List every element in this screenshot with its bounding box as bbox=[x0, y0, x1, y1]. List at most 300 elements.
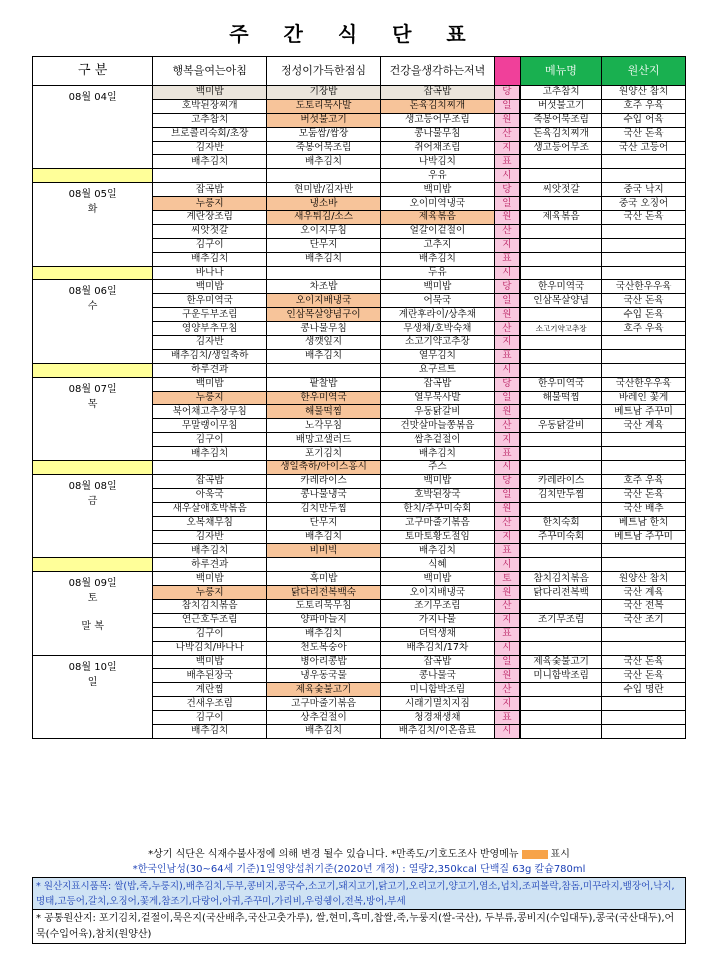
origin-marker-char: 원 bbox=[494, 586, 520, 600]
breakfast-item: 배추김치 bbox=[153, 155, 267, 169]
origin-menu-name bbox=[520, 252, 602, 266]
breakfast-item: 바나나 bbox=[153, 266, 267, 280]
lunch-item: 비비빅 bbox=[267, 544, 381, 558]
origin-marker-char: 지 bbox=[494, 141, 520, 155]
lunch-item: 양파마늘지 bbox=[267, 613, 381, 627]
menu-row bbox=[33, 266, 686, 280]
origin-value: 국산 조기 bbox=[602, 613, 686, 627]
origin-menu-name bbox=[520, 558, 602, 572]
highlight-swatch bbox=[522, 850, 548, 859]
origin-menu-name bbox=[520, 461, 602, 475]
origin-menu-name: 인삼목살양념 bbox=[520, 294, 602, 308]
breakfast-item: 배추김치 bbox=[153, 544, 267, 558]
day-date: 08월 08일 bbox=[68, 480, 117, 492]
origin-marker-char: 시 bbox=[494, 363, 520, 377]
breakfast-item: 배추김치 bbox=[153, 724, 267, 738]
origin-menu-name: 해물떡찜 bbox=[520, 391, 602, 405]
origin-marker-char: 일 bbox=[494, 655, 520, 669]
breakfast-item: 김구이 bbox=[153, 238, 267, 252]
origin-marker-char: 일 bbox=[494, 197, 520, 211]
breakfast-item: 배추김치 bbox=[153, 252, 267, 266]
dinner-item: 잡곡밥 bbox=[380, 86, 494, 100]
lunch-item: 한우미역국 bbox=[267, 391, 381, 405]
breakfast-item: 아욱국 bbox=[153, 488, 267, 502]
origin-value: 베트남 주꾸미 bbox=[602, 530, 686, 544]
note-origin-items: * 원산지표시품목: 쌀(밥,죽,누룽지),배추김치,두부,콩비지,콩국수,소고기,돼지고기,닭고기,오리고기,양고기,염소,넙치,조피볼락,참돔,미꾸라지,뱀장어,낙지,명태,고등어,갈치,오징어,꽃게,참조기,다랑어,아귀,주꾸미,가리비,우렁쉥이,전복,방어,부세 bbox=[32, 877, 686, 910]
origin-marker-char: 지 bbox=[494, 238, 520, 252]
menu-row bbox=[33, 183, 686, 197]
origin-value bbox=[602, 697, 686, 711]
dinner-item: 열무묵사발 bbox=[380, 391, 494, 405]
origin-marker-char: 원 bbox=[494, 669, 520, 683]
origin-marker-char: 지 bbox=[494, 433, 520, 447]
origin-marker-char: 표 bbox=[494, 252, 520, 266]
origin-value bbox=[602, 558, 686, 572]
lunch-item: 배추김치 bbox=[267, 349, 381, 363]
lunch-item: 배추김치 bbox=[267, 530, 381, 544]
lunch-item: 냉우동국물 bbox=[267, 669, 381, 683]
breakfast-item: 잡곡밥 bbox=[153, 474, 267, 488]
origin-value: 국산한우우육 bbox=[602, 280, 686, 294]
origin-value bbox=[602, 252, 686, 266]
origin-menu-name bbox=[520, 697, 602, 711]
breakfast-item: 호박된장찌개 bbox=[153, 99, 267, 113]
dinner-item: 쥐어채조림 bbox=[380, 141, 494, 155]
origin-value: 국산 계육 bbox=[602, 586, 686, 600]
breakfast-item: 배추된장국 bbox=[153, 669, 267, 683]
lunch-item bbox=[267, 169, 381, 183]
origin-menu-name: 돈육김치찌개 bbox=[520, 127, 602, 141]
origin-menu-name: 제육볶음 bbox=[520, 211, 602, 225]
dinner-item: 어묵국 bbox=[380, 294, 494, 308]
origin-menu-name bbox=[520, 683, 602, 697]
origin-value bbox=[602, 336, 686, 350]
lunch-item: 김치만두찜 bbox=[267, 502, 381, 516]
origin-menu-name: 한우미역국 bbox=[520, 280, 602, 294]
breakfast-item: 참치김치볶음 bbox=[153, 599, 267, 613]
origin-value: 국산한우우육 bbox=[602, 377, 686, 391]
breakfast-item: 계란찜 bbox=[153, 683, 267, 697]
menu-row bbox=[33, 377, 686, 391]
origin-marker-char: 당 bbox=[494, 377, 520, 391]
origin-menu-name bbox=[520, 308, 602, 322]
origin-value bbox=[602, 627, 686, 641]
breakfast-item: 연근호두조림 bbox=[153, 613, 267, 627]
lunch-item: 기장밥 bbox=[267, 86, 381, 100]
page-title: 주 간 식 단 표 bbox=[229, 22, 480, 46]
origin-value: 국산 돈육 bbox=[602, 294, 686, 308]
origin-value bbox=[602, 461, 686, 475]
origin-value: 원양산 참치 bbox=[602, 86, 686, 100]
dinner-item: 배추김치/17차 bbox=[380, 641, 494, 655]
origin-value bbox=[602, 641, 686, 655]
origin-menu-name: 죽봉어묵조림 bbox=[520, 113, 602, 127]
origin-value: 베트남 주꾸미 bbox=[602, 405, 686, 419]
origin-marker-char: 표 bbox=[494, 544, 520, 558]
origin-value: 국산 고등어 bbox=[602, 141, 686, 155]
breakfast-item: 백미밥 bbox=[153, 572, 267, 586]
breakfast-item: 무말랭이무침 bbox=[153, 419, 267, 433]
origin-marker-char: 원 bbox=[494, 211, 520, 225]
lunch-item: 제육숯불고기 bbox=[267, 683, 381, 697]
dinner-item: 건맛살마늘쫑볶음 bbox=[380, 419, 494, 433]
origin-marker-char: 산 bbox=[494, 224, 520, 238]
origin-marker-char: 표 bbox=[494, 447, 520, 461]
lunch-item: 도토리묵무침 bbox=[267, 599, 381, 613]
breakfast-item: 브로콜리숙회/초장 bbox=[153, 127, 267, 141]
dinner-item: 더덕생채 bbox=[380, 627, 494, 641]
origin-marker-char: 지 bbox=[494, 530, 520, 544]
origin-marker-char: 토 bbox=[494, 572, 520, 586]
origin-value: 호주 우육 bbox=[602, 474, 686, 488]
origin-value bbox=[602, 349, 686, 363]
origin-value bbox=[602, 224, 686, 238]
header-origin: 원산지 bbox=[602, 57, 686, 86]
breakfast-item bbox=[153, 461, 267, 475]
breakfast-item: 하루견과 bbox=[153, 363, 267, 377]
dinner-item: 시래기멸치지짐 bbox=[380, 697, 494, 711]
menu-row bbox=[33, 169, 686, 183]
origin-menu-name: 조기무조림 bbox=[520, 613, 602, 627]
origin-marker-char: 산 bbox=[494, 322, 520, 336]
day-date: 08월 07일 bbox=[68, 383, 117, 395]
lunch-item: 포기김치 bbox=[267, 447, 381, 461]
dinner-item: 잡곡밥 bbox=[380, 655, 494, 669]
dinner-item: 쌈추겉절이 bbox=[380, 433, 494, 447]
breakfast-item: 누룽지 bbox=[153, 391, 267, 405]
origin-value bbox=[602, 238, 686, 252]
origin-value bbox=[602, 266, 686, 280]
lunch-item: 단무지 bbox=[267, 238, 381, 252]
dinner-item: 두유 bbox=[380, 266, 494, 280]
origin-marker-char: 원 bbox=[494, 113, 520, 127]
header-dinner: 건강을생각하는저녁 bbox=[380, 57, 494, 86]
origin-menu-name: 미니함박조림 bbox=[520, 669, 602, 683]
origin-menu-name bbox=[520, 433, 602, 447]
breakfast-item: 고추참치 bbox=[153, 113, 267, 127]
origin-menu-name bbox=[520, 363, 602, 377]
lunch-item: 배추김치 bbox=[267, 627, 381, 641]
dinner-item: 식혜 bbox=[380, 558, 494, 572]
dinner-item: 고추지 bbox=[380, 238, 494, 252]
dinner-item: 콩나물무침 bbox=[380, 127, 494, 141]
weekly-menu-table bbox=[32, 56, 686, 739]
lunch-item: 팥찰밥 bbox=[267, 377, 381, 391]
breakfast-item: 한우미역국 bbox=[153, 294, 267, 308]
breakfast-item: 김구이 bbox=[153, 711, 267, 725]
origin-value: 중국 오징어 bbox=[602, 197, 686, 211]
breakfast-item: 구운두부조림 bbox=[153, 308, 267, 322]
lunch-item: 죽봉어묵조림 bbox=[267, 141, 381, 155]
origin-menu-name: 한우미역국 bbox=[520, 377, 602, 391]
origin-menu-name: 씨앗젓갈 bbox=[520, 183, 602, 197]
dinner-item: 가지나물 bbox=[380, 613, 494, 627]
origin-menu-name bbox=[520, 599, 602, 613]
dinner-item: 토마토황도절임 bbox=[380, 530, 494, 544]
day-snack-marker bbox=[33, 266, 153, 280]
day-date: 08월 09일 bbox=[68, 578, 117, 590]
origin-value: 수입 돈육 bbox=[602, 308, 686, 322]
origin-menu-name: 주꾸미숙회 bbox=[520, 530, 602, 544]
dinner-item: 백미밥 bbox=[380, 280, 494, 294]
dinner-item: 오이지배냉국 bbox=[380, 586, 494, 600]
origin-marker-char: 산 bbox=[494, 599, 520, 613]
origin-value: 국산 배추 bbox=[602, 502, 686, 516]
menu-row bbox=[33, 363, 686, 377]
lunch-item: 모둠쌈/쌈장 bbox=[267, 127, 381, 141]
origin-value: 바레인 꽃게 bbox=[602, 391, 686, 405]
day-weekday: 수 bbox=[87, 301, 98, 313]
origin-value bbox=[602, 433, 686, 447]
lunch-item: 현미밥/김자반 bbox=[267, 183, 381, 197]
breakfast-item: 새우살애호박볶음 bbox=[153, 502, 267, 516]
origin-menu-name bbox=[520, 336, 602, 350]
header-menu-name: 메뉴명 bbox=[520, 57, 602, 86]
origin-menu-name: 참치김치볶음 bbox=[520, 572, 602, 586]
dinner-item: 조기무조림 bbox=[380, 599, 494, 613]
dinner-item: 배추김치 bbox=[380, 447, 494, 461]
origin-marker-char: 시 bbox=[494, 169, 520, 183]
header-breakfast: 행복을여는아침 bbox=[153, 57, 267, 86]
note-change-suffix: 표시 bbox=[550, 849, 570, 860]
dinner-item: 우유 bbox=[380, 169, 494, 183]
breakfast-item: 계란장조림 bbox=[153, 211, 267, 225]
day-weekday: 목 bbox=[87, 398, 98, 410]
lunch-item bbox=[267, 558, 381, 572]
lunch-item: 배망고샐러드 bbox=[267, 433, 381, 447]
origin-marker-char: 원 bbox=[494, 502, 520, 516]
lunch-item: 병아리콩밥 bbox=[267, 655, 381, 669]
day-label bbox=[33, 572, 153, 655]
lunch-item: 상추겉절이 bbox=[267, 711, 381, 725]
origin-marker-char: 표 bbox=[494, 627, 520, 641]
day-label bbox=[33, 280, 153, 363]
lunch-item: 배추김치 bbox=[267, 155, 381, 169]
header-lunch: 정성이가득한점심 bbox=[267, 57, 381, 86]
lunch-item: 버섯불고기 bbox=[267, 113, 381, 127]
lunch-item: 도토리묵사발 bbox=[267, 99, 381, 113]
origin-value: 국산 돈육 bbox=[602, 211, 686, 225]
day-snack-marker bbox=[33, 558, 153, 572]
origin-value: 국산 돈육 bbox=[602, 655, 686, 669]
note-change-notice bbox=[32, 845, 686, 861]
breakfast-item: 김자반 bbox=[153, 530, 267, 544]
origin-value: 국산 돈육 bbox=[602, 669, 686, 683]
day-label bbox=[33, 86, 153, 169]
origin-menu-name bbox=[520, 224, 602, 238]
breakfast-item: 건새우조림 bbox=[153, 697, 267, 711]
origin-value: 국산 전복 bbox=[602, 599, 686, 613]
lunch-item: 고구마줄기볶음 bbox=[267, 697, 381, 711]
origin-value: 수입 어육 bbox=[602, 113, 686, 127]
origin-value: 베트남 한치 bbox=[602, 516, 686, 530]
day-weekday: 금 bbox=[87, 495, 98, 507]
lunch-item: 생일축하/아이스홍시 bbox=[267, 461, 381, 475]
origin-menu-name: 버섯불고기 bbox=[520, 99, 602, 113]
origin-marker-char: 표 bbox=[494, 155, 520, 169]
lunch-item: 생깻잎지 bbox=[267, 336, 381, 350]
origin-marker-char: 일 bbox=[494, 488, 520, 502]
dinner-item: 나박김치 bbox=[380, 155, 494, 169]
origin-menu-name bbox=[520, 155, 602, 169]
breakfast-item: 김구이 bbox=[153, 627, 267, 641]
lunch-item: 오이지배냉국 bbox=[267, 294, 381, 308]
origin-menu-name: 우동닭갈비 bbox=[520, 419, 602, 433]
dinner-item: 한치/주꾸미숙회 bbox=[380, 502, 494, 516]
dinner-item: 백미밥 bbox=[380, 183, 494, 197]
breakfast-item: 북어채고추장무침 bbox=[153, 405, 267, 419]
origin-menu-name: 김치만두찜 bbox=[520, 488, 602, 502]
origin-marker-char: 원 bbox=[494, 308, 520, 322]
menu-row bbox=[33, 474, 686, 488]
dinner-item: 잡곡밥 bbox=[380, 377, 494, 391]
origin-marker-char: 시 bbox=[494, 641, 520, 655]
note-common-origin: * 공통원산지: 포기김치,겉절이,묵은지(국산배추,국산고춧가루), 쌀,현미,흑미,찹쌀,죽,누룽지(쌀-국산), 두부류,콩비지(수입대두),콩국(국산대두),어묵(수입어육),참치(원양산) bbox=[32, 910, 686, 944]
lunch-item: 닭다리전복백숙 bbox=[267, 586, 381, 600]
day-weekday: 일 bbox=[87, 676, 98, 688]
origin-menu-name: 고추참치 bbox=[520, 86, 602, 100]
origin-marker-char: 표 bbox=[494, 711, 520, 725]
breakfast-item: 배추김치/생일축하 bbox=[153, 349, 267, 363]
origin-marker-char: 일 bbox=[494, 391, 520, 405]
menu-row bbox=[33, 558, 686, 572]
origin-value bbox=[602, 544, 686, 558]
breakfast-item: 김자반 bbox=[153, 336, 267, 350]
origin-value bbox=[602, 447, 686, 461]
day-weekday: 화 bbox=[87, 204, 98, 216]
dinner-item: 계란후라이/상추채 bbox=[380, 308, 494, 322]
menu-row bbox=[33, 86, 686, 100]
header-gubun: 구 분 bbox=[33, 57, 153, 86]
lunch-item: 노각무침 bbox=[267, 419, 381, 433]
origin-marker-char: 시 bbox=[494, 266, 520, 280]
origin-marker-char: 지 bbox=[494, 697, 520, 711]
menu-row bbox=[33, 572, 686, 586]
dinner-item: 열무김치 bbox=[380, 349, 494, 363]
breakfast-item: 하루견과 bbox=[153, 558, 267, 572]
dinner-item: 백미밥 bbox=[380, 474, 494, 488]
breakfast-item: 백미밥 bbox=[153, 655, 267, 669]
origin-menu-name bbox=[520, 238, 602, 252]
breakfast-item: 잡곡밥 bbox=[153, 183, 267, 197]
day-label bbox=[33, 183, 153, 266]
day-snack-marker bbox=[33, 461, 153, 475]
origin-marker-char: 산 bbox=[494, 419, 520, 433]
lunch-item: 인삼목살양념구이 bbox=[267, 308, 381, 322]
day-snack-marker bbox=[33, 363, 153, 377]
lunch-item: 해물떡찜 bbox=[267, 405, 381, 419]
dinner-item: 콩나물국 bbox=[380, 669, 494, 683]
dinner-item: 백미밥 bbox=[380, 572, 494, 586]
day-snack-marker bbox=[33, 169, 153, 183]
breakfast-item: 백미밥 bbox=[153, 280, 267, 294]
origin-value bbox=[602, 363, 686, 377]
dinner-item: 요구르트 bbox=[380, 363, 494, 377]
day-label bbox=[33, 474, 153, 557]
day-date: 08월 05일 bbox=[68, 189, 117, 201]
lunch-item bbox=[267, 266, 381, 280]
origin-marker-char: 표 bbox=[494, 349, 520, 363]
lunch-item: 천도복숭아 bbox=[267, 641, 381, 655]
origin-marker-char: 산 bbox=[494, 516, 520, 530]
origin-marker-char: 시 bbox=[494, 461, 520, 475]
dinner-item: 무생채/호박숙채 bbox=[380, 322, 494, 336]
origin-marker-char: 산 bbox=[494, 127, 520, 141]
breakfast-item: 백미밥 bbox=[153, 86, 267, 100]
origin-menu-name: 카레라이스 bbox=[520, 474, 602, 488]
day-date: 08월 10일 bbox=[68, 661, 117, 673]
menu-row bbox=[33, 461, 686, 475]
lunch-item: 콩나물냉국 bbox=[267, 488, 381, 502]
origin-marker-char: 일 bbox=[494, 99, 520, 113]
dinner-item: 생고등어무조림 bbox=[380, 113, 494, 127]
note-nutrition: *한국인남성(30~64세 기준)1일영양섭취기준(2020년 개정) : 열량2,350kcal 단백질 63g 칼슘780ml bbox=[132, 864, 586, 875]
dinner-item: 배추김치 bbox=[380, 252, 494, 266]
lunch-item: 냉소바 bbox=[267, 197, 381, 211]
menu-row bbox=[33, 280, 686, 294]
lunch-item: 차조밥 bbox=[267, 280, 381, 294]
dinner-item: 호박된장국 bbox=[380, 488, 494, 502]
dinner-item: 미니함박조림 bbox=[380, 683, 494, 697]
origin-value: 국산 계육 bbox=[602, 419, 686, 433]
breakfast-item: 김구이 bbox=[153, 433, 267, 447]
origin-marker-char: 당 bbox=[494, 280, 520, 294]
origin-menu-name bbox=[520, 197, 602, 211]
lunch-item: 배추김치 bbox=[267, 724, 381, 738]
origin-value: 중국 낙지 bbox=[602, 183, 686, 197]
table-header-row bbox=[33, 57, 686, 86]
dinner-item: 소고기약고추장 bbox=[380, 336, 494, 350]
origin-menu-name: 제육숯불고기 bbox=[520, 655, 602, 669]
origin-value bbox=[602, 155, 686, 169]
dinner-item: 주스 bbox=[380, 461, 494, 475]
origin-value: 호주 우육 bbox=[602, 322, 686, 336]
day-date: 08월 06일 bbox=[68, 286, 117, 298]
breakfast-item: 김자반 bbox=[153, 141, 267, 155]
day-label bbox=[33, 377, 153, 460]
dinner-item: 오이미역냉국 bbox=[380, 197, 494, 211]
breakfast-item: 씨앗젓갈 bbox=[153, 224, 267, 238]
origin-marker-char: 산 bbox=[494, 683, 520, 697]
dinner-item: 얼갈이겉절이 bbox=[380, 224, 494, 238]
dinner-item: 배추김치 bbox=[380, 544, 494, 558]
day-weekday: 토 bbox=[87, 593, 98, 605]
origin-value bbox=[602, 711, 686, 725]
breakfast-item: 나박김치/바나나 bbox=[153, 641, 267, 655]
origin-marker-char: 시 bbox=[494, 558, 520, 572]
breakfast-item: 백미밥 bbox=[153, 377, 267, 391]
dinner-item: 우동닭갈비 bbox=[380, 405, 494, 419]
origin-menu-name bbox=[520, 627, 602, 641]
lunch-item: 단무지 bbox=[267, 516, 381, 530]
origin-menu-name bbox=[520, 266, 602, 280]
origin-marker-char: 일 bbox=[494, 294, 520, 308]
origin-value bbox=[602, 169, 686, 183]
day-date: 08월 04일 bbox=[68, 92, 117, 103]
origin-value: 국산 돈육 bbox=[602, 127, 686, 141]
breakfast-item: 영양부추무침 bbox=[153, 322, 267, 336]
lunch-item: 콩나물무침 bbox=[267, 322, 381, 336]
origin-marker-char: 당 bbox=[494, 183, 520, 197]
lunch-item: 오이지무침 bbox=[267, 224, 381, 238]
lunch-item bbox=[267, 363, 381, 377]
origin-menu-name bbox=[520, 502, 602, 516]
lunch-item: 흑미밥 bbox=[267, 572, 381, 586]
lunch-item: 새우튀김/소스 bbox=[267, 211, 381, 225]
origin-menu-name bbox=[520, 169, 602, 183]
origin-menu-name bbox=[520, 641, 602, 655]
origin-value bbox=[602, 724, 686, 738]
